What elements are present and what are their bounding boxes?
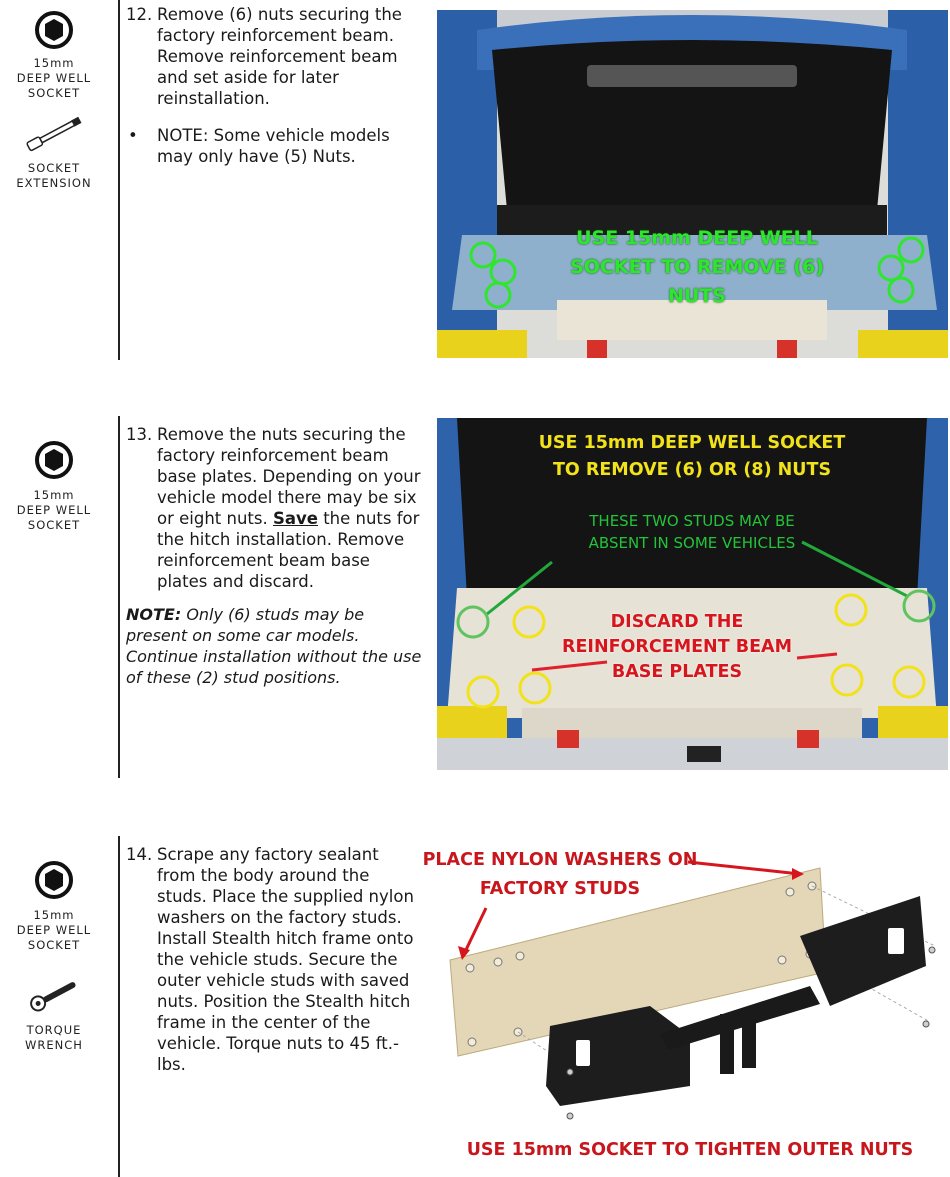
step-number: 13. [126, 425, 153, 444]
tool-label-torque: TORQUE WRENCH [25, 1023, 83, 1052]
green-callout: THESE TWO STUDS MAY BE ABSENT IN SOME VEHICLES [588, 512, 796, 552]
tools-column [0, 416, 108, 778]
deep-well-socket-icon [34, 440, 74, 480]
red-callout: DISCARD THE REINFORCEMENT BEAM BASE PLATES [562, 612, 792, 682]
note-bullet: • NOTE: Some vehicle models may only have (5) Nuts. [128, 126, 390, 166]
divider-rule [118, 836, 120, 1177]
deep-well-socket-icon [34, 10, 74, 50]
red-callout-washers: PLACE NYLON WASHERS ON FACTORY STUDS [422, 850, 698, 899]
step-instruction: Scrape any factory sealant from the body around the studs. Place the supplied nylon washers on the factory studs. Install Stealth hitch frame onto the vehicle studs. Secure the outer vehicle studs with saved nuts. Position the Stealth hitch frame in the center of the vehicle. Torque nuts to 45 ft.-lbs. [157, 845, 414, 1074]
step-number: 12. [126, 5, 153, 24]
step-instruction: Remove the nuts securing the factory reinforcement beam base plates. Depending on your vehicle model there may be six or eight nuts. Save the nuts for the hitch installation. Remove reinforcement beam base plates and discard. [157, 425, 421, 591]
step-13 [0, 416, 950, 778]
tools-column [0, 0, 108, 360]
step-12 [0, 0, 950, 360]
step-number: 14. [126, 845, 153, 864]
divider-rule [118, 416, 120, 778]
trunk-photo-beam [437, 10, 948, 358]
step-text [126, 844, 420, 1075]
tool-label-socket: 15mm DEEP WELL SOCKET [16, 488, 92, 532]
save-emphasis: Save [272, 509, 318, 528]
red-callout-tighten: USE 15mm SOCKET TO TIGHTEN OUTER NUTS [466, 1140, 914, 1160]
torque-wrench-icon [24, 975, 84, 1015]
socket-extension-icon [19, 113, 89, 153]
tool-label-socket: 15mm DEEP WELL SOCKET [16, 56, 92, 100]
step-text [126, 424, 422, 688]
step-instruction: Remove (6) nuts securing the factory reinforcement beam. Remove reinforcement beam and set aside for later reinstallation. [157, 5, 402, 108]
tool-label-socket: 15mm DEEP WELL SOCKET [16, 908, 92, 952]
deep-well-socket-icon [34, 860, 74, 900]
step-text [126, 4, 422, 167]
step-14 [0, 836, 950, 1177]
yellow-callout: USE 15mm DEEP WELL SOCKET TO REMOVE (6) OR (8) NUTS [538, 433, 846, 480]
divider-rule [118, 0, 120, 360]
note-paragraph: NOTE: Only (6) studs may be present on some car models. Continue installation without the use of these (2) stud positions. [126, 605, 422, 687]
green-callout: USE 15mm DEEP WELL SOCKET TO REMOVE (6) NUTS [570, 227, 824, 307]
hitch-diagram [420, 836, 948, 1177]
tool-label-extension: SOCKET EXTENSION [16, 161, 92, 190]
trunk-photo-plates [437, 418, 948, 770]
tools-column [0, 836, 108, 1177]
